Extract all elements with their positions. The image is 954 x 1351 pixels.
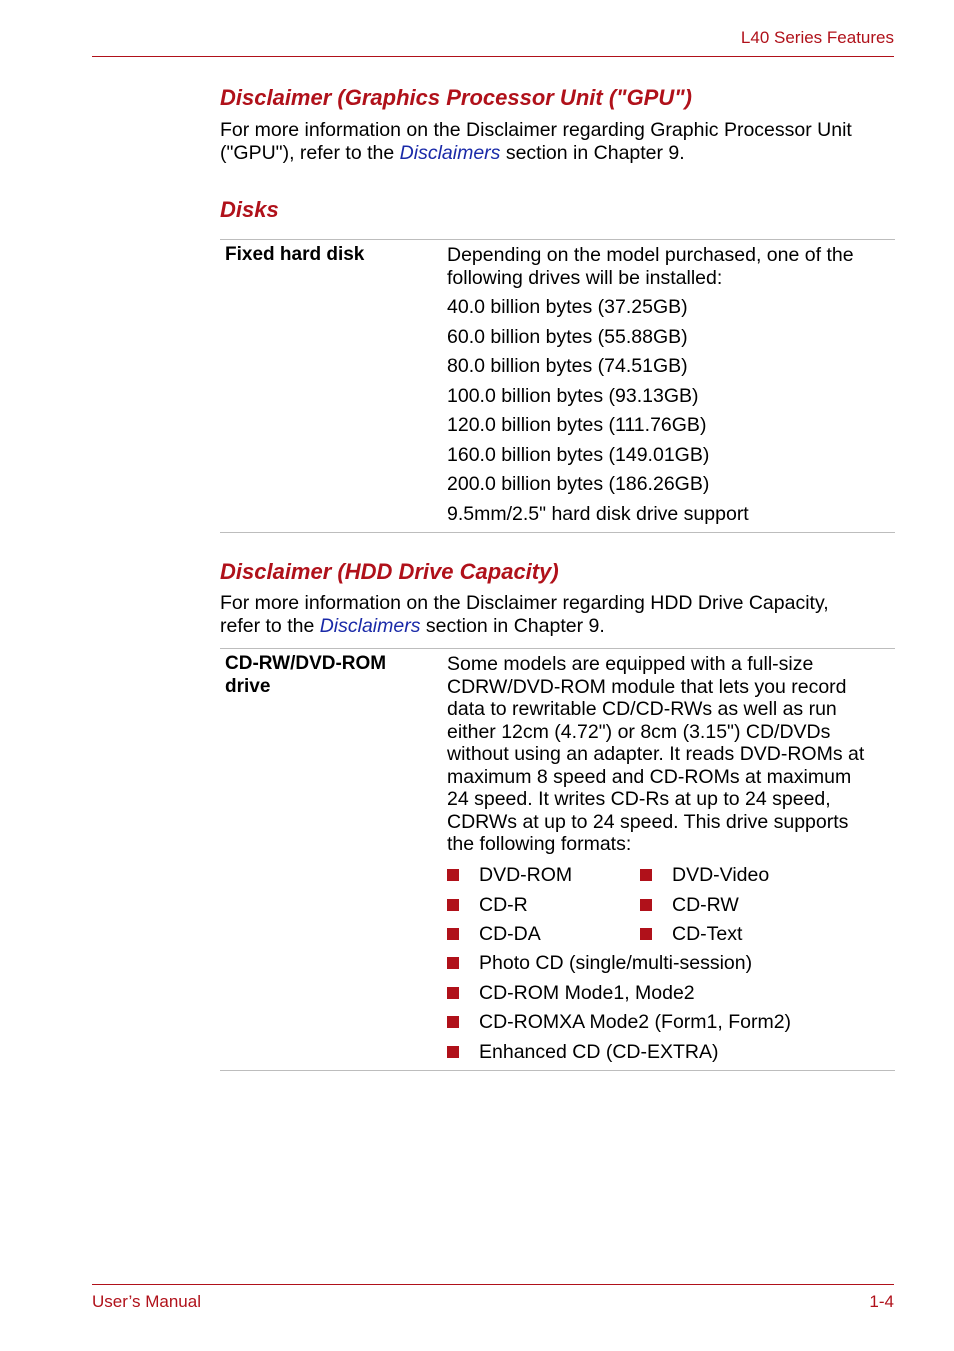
cdrw-label-line2: drive xyxy=(225,675,271,697)
desc-line: without using an adapter. It reads DVD-ROMs at xyxy=(447,743,865,765)
hdd-text-line1: For more information on the Disclaimer regarding HDD Drive Capacity, xyxy=(220,592,829,614)
format-item: CD-ROM Mode1, Mode2 xyxy=(447,982,695,1005)
disk-option: 100.0 billion bytes (93.13GB) xyxy=(447,385,699,407)
footer-rule xyxy=(92,1284,894,1285)
cdrw-drive-label xyxy=(225,653,386,698)
disclaimers-link[interactable]: Disclaimers xyxy=(399,141,501,164)
cdrw-label-line1: CD-RW/DVD-ROM xyxy=(225,653,387,674)
desc-line: Some models are equipped with a full-size xyxy=(447,653,814,675)
desc-line: the following formats: xyxy=(447,833,632,855)
bullet-square-icon xyxy=(640,869,652,881)
disclaimers-link[interactable]: Disclaimers xyxy=(319,614,421,637)
header-rule xyxy=(92,56,894,57)
gpu-disclaimer-text xyxy=(220,119,900,164)
gpu-text-line2-post: section in Chapter 9. xyxy=(500,141,685,164)
disk-option: 80.0 billion bytes (74.51GB) xyxy=(447,355,688,377)
bullet-square-icon xyxy=(447,1016,459,1028)
disk-option: 60.0 billion bytes (55.88GB) xyxy=(447,326,688,348)
format-item: CD-DA xyxy=(447,923,541,946)
page-number: 1-4 xyxy=(869,1292,894,1311)
format-item: DVD-ROM xyxy=(447,864,572,887)
format-item: Photo CD (single/multi-session) xyxy=(447,952,752,975)
gpu-text-line1: For more information on the Disclaimer regarding Graphic Processor Unit xyxy=(220,119,852,141)
desc-line: data to rewritable CD/CD-RWs as well as run xyxy=(447,698,837,720)
hdd-disclaimer-text xyxy=(220,592,900,637)
format-item: CD-Text xyxy=(640,923,742,946)
bullet-square-icon xyxy=(447,928,459,940)
disk-intro-line1: Depending on the model purchased, one of the xyxy=(447,244,854,266)
disk-intro-line2: following drives will be installed: xyxy=(447,267,723,289)
format-item: CD-ROMXA Mode2 (Form1, Form2) xyxy=(447,1011,791,1034)
format-item: DVD-Video xyxy=(640,864,769,887)
running-header: L40 Series Features xyxy=(740,28,894,47)
cdrw-description xyxy=(447,653,892,856)
disk-option: 40.0 billion bytes (37.25GB) xyxy=(447,296,688,318)
disk-option: 200.0 billion bytes (186.26GB) xyxy=(447,473,710,495)
disks-heading: Disks xyxy=(220,197,279,222)
hdd-disclaimer-heading: Disclaimer (HDD Drive Capacity) xyxy=(220,559,559,584)
table-top-border xyxy=(220,648,895,649)
gpu-text-line2-pre: ("GPU"), refer to the xyxy=(220,141,400,164)
bullet-square-icon xyxy=(447,957,459,969)
format-item: CD-RW xyxy=(640,894,739,917)
fixed-hard-disk-label: Fixed hard disk xyxy=(225,244,365,265)
disk-option: 160.0 billion bytes (149.01GB) xyxy=(447,444,710,466)
desc-line: maximum 8 speed and CD-ROMs at maximum xyxy=(447,765,852,788)
desc-line: either 12cm (4.72") or 8cm (3.15") CD/DVDs xyxy=(447,720,831,743)
bullet-square-icon xyxy=(447,987,459,999)
bullet-square-icon xyxy=(447,899,459,911)
hdd-text-line2-pre: refer to the xyxy=(220,614,320,637)
format-item: Enhanced CD (CD-EXTRA) xyxy=(447,1041,718,1064)
bullet-square-icon xyxy=(447,1046,459,1058)
bullet-square-icon xyxy=(640,928,652,940)
table-top-border xyxy=(220,239,895,240)
desc-line: CDRW/DVD-ROM module that lets you record xyxy=(447,675,847,698)
format-item: CD-R xyxy=(447,894,528,917)
table-bottom-border xyxy=(220,532,895,533)
bullet-square-icon xyxy=(447,869,459,881)
hdd-text-line2-post: section in Chapter 9. xyxy=(420,614,605,637)
disk-option: 120.0 billion bytes (111.76GB) xyxy=(447,414,707,436)
table-bottom-border xyxy=(220,1070,895,1071)
bullet-square-icon xyxy=(640,899,652,911)
desc-line: 24 speed. It writes CD-Rs at up to 24 speed, xyxy=(447,788,831,810)
footer-manual-title: User’s Manual xyxy=(92,1292,201,1311)
gpu-disclaimer-heading: Disclaimer (Graphics Processor Unit ("GPU") xyxy=(220,85,693,110)
desc-line: CDRWs at up to 24 speed. This drive supports xyxy=(447,810,849,833)
disk-option: 9.5mm/2.5" hard disk drive support xyxy=(447,503,749,525)
